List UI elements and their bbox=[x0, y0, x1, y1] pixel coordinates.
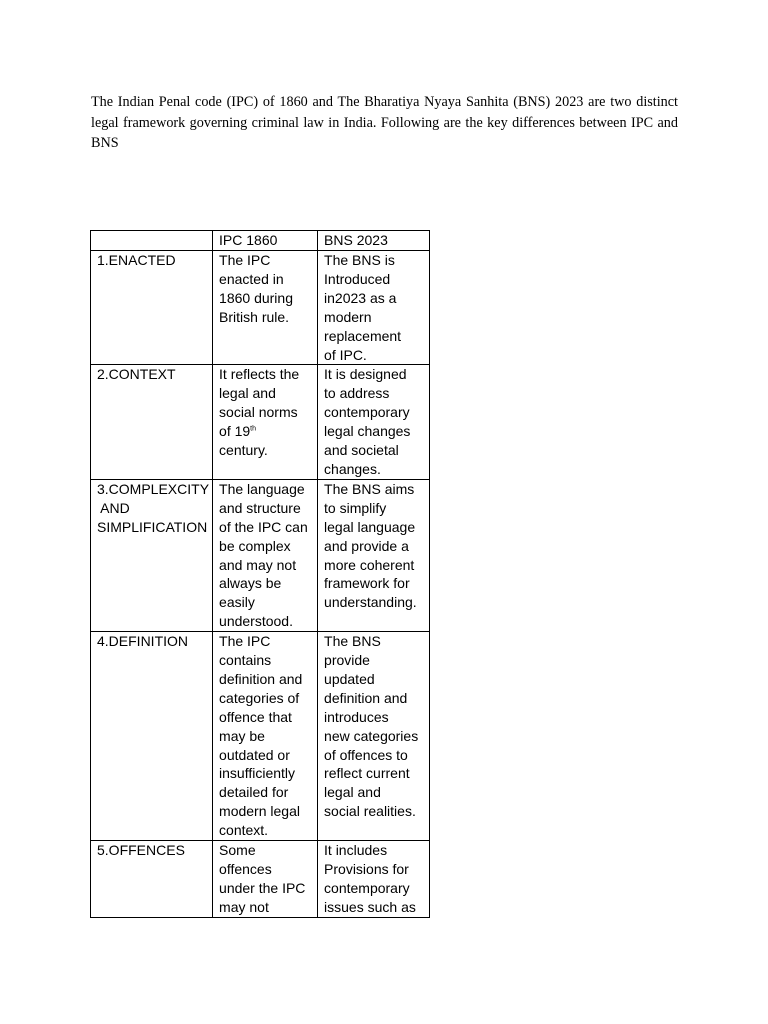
cell-line: legal and bbox=[324, 784, 381, 801]
cell-line: in2023 as a bbox=[324, 289, 397, 306]
table-row-context bbox=[91, 365, 430, 479]
row-label: 3.COMPLEXCITY bbox=[97, 480, 210, 497]
cell-line: changes. bbox=[324, 460, 381, 477]
row-label: 1.ENACTED bbox=[97, 252, 176, 268]
cell-line: categories of bbox=[219, 689, 300, 706]
cell-line: more coherent bbox=[324, 556, 415, 573]
cell-line: The BNS aims bbox=[324, 480, 415, 497]
cell-line bbox=[219, 422, 314, 441]
cell-line: outdated or bbox=[219, 746, 290, 763]
cell-line: easily bbox=[219, 594, 255, 611]
cell-line: legal changes bbox=[324, 423, 411, 440]
cell-line: under the IPC bbox=[219, 879, 306, 896]
cell-line: understanding. bbox=[324, 594, 417, 611]
table-header-row bbox=[91, 231, 430, 251]
cell-line: to address bbox=[324, 385, 390, 402]
cell-line: issues such as bbox=[324, 898, 416, 915]
row-label-cell bbox=[91, 251, 213, 365]
cell-line: of offences to bbox=[324, 746, 408, 763]
cell-line: The IPC bbox=[219, 252, 271, 268]
cell-line: reflect current bbox=[324, 765, 410, 782]
ipc-cell bbox=[213, 251, 318, 365]
cell-line: framework for bbox=[324, 575, 410, 592]
cell-line: century. bbox=[219, 442, 268, 459]
bns-cell bbox=[318, 251, 430, 365]
cell-line: always be bbox=[219, 575, 282, 592]
cell-line: understood. bbox=[219, 613, 293, 630]
bns-cell bbox=[318, 479, 430, 631]
cell-line: The BNS bbox=[324, 633, 381, 650]
table-row-offences bbox=[91, 841, 430, 918]
row-label-cell bbox=[91, 841, 213, 918]
cell-line: of the IPC can bbox=[219, 518, 308, 535]
cell-line: enacted in bbox=[219, 270, 284, 287]
table-row-definition bbox=[91, 632, 430, 841]
cell-line: updated bbox=[324, 670, 375, 687]
header-cell-empty bbox=[91, 231, 213, 251]
row-label: AND bbox=[97, 499, 130, 516]
ipc-cell bbox=[213, 365, 318, 479]
cell-text: of 19 bbox=[219, 423, 251, 440]
cell-line: Provisions for bbox=[324, 861, 409, 877]
cell-line: The IPC bbox=[219, 633, 271, 650]
row-label: SIMPLIFICATION bbox=[97, 518, 208, 535]
row-label: 4.DEFINITION bbox=[97, 633, 189, 650]
cell-line: and provide a bbox=[324, 537, 409, 554]
row-label: 2.CONTEXT bbox=[97, 366, 176, 383]
row-label-cell bbox=[91, 479, 213, 631]
ipc-cell bbox=[213, 632, 318, 841]
cell-line: contains bbox=[219, 652, 272, 669]
bns-cell bbox=[318, 365, 430, 479]
cell-line: It is designed bbox=[324, 366, 407, 383]
cell-line: replacement bbox=[324, 327, 402, 344]
cell-line: provide bbox=[324, 652, 370, 669]
cell-line: to simplify bbox=[324, 499, 387, 516]
comparison-table bbox=[90, 230, 430, 918]
cell-line: of IPC. bbox=[324, 346, 367, 363]
cell-line: definition and bbox=[219, 670, 303, 687]
intro-paragraph: The Indian Penal code (IPC) of 1860 and The Bharatiya Nyaya Sanhita (BNS) 2023 are two distinct legal framework governing criminal law in India. Following are the key differences between IPC and BNS bbox=[91, 94, 678, 151]
bns-cell bbox=[318, 841, 430, 918]
cell-line: It reflects the bbox=[219, 366, 300, 383]
cell-line: legal and bbox=[219, 385, 276, 402]
cell-line: legal language bbox=[324, 518, 416, 535]
cell-line: and may not bbox=[219, 556, 297, 573]
cell-line: The BNS is bbox=[324, 252, 395, 268]
cell-line: Some bbox=[219, 842, 256, 859]
ipc-cell bbox=[213, 841, 318, 918]
cell-line: may not bbox=[219, 898, 269, 915]
cell-line: British rule. bbox=[219, 308, 290, 325]
row-label-cell bbox=[91, 632, 213, 841]
cell-line: new categories bbox=[324, 727, 419, 744]
cell-line: contemporary bbox=[324, 404, 410, 421]
cell-line: and structure bbox=[219, 499, 301, 516]
cell-line: modern bbox=[324, 308, 372, 325]
header-cell-bns: BNS 2023 bbox=[318, 231, 430, 251]
cell-line: context. bbox=[219, 822, 269, 839]
cell-line: definition and bbox=[324, 689, 408, 706]
superscript-th: th bbox=[250, 425, 257, 433]
cell-line: detailed for bbox=[219, 784, 289, 801]
cell-line: and societal bbox=[324, 442, 399, 459]
cell-line: contemporary bbox=[324, 879, 410, 896]
cell-line: insufficiently bbox=[219, 765, 296, 782]
bns-cell bbox=[318, 632, 430, 841]
cell-line: offences bbox=[219, 861, 272, 877]
row-label: 5.OFFENCES bbox=[97, 842, 185, 859]
cell-line: modern legal bbox=[219, 803, 300, 820]
cell-line: Introduced bbox=[324, 270, 391, 287]
cell-line: introduces bbox=[324, 708, 389, 725]
cell-line: social norms bbox=[219, 404, 298, 421]
cell-line: It includes bbox=[324, 842, 388, 859]
ipc-cell bbox=[213, 479, 318, 631]
cell-line: may be bbox=[219, 727, 265, 744]
row-label-cell bbox=[91, 365, 213, 479]
cell-line: be complex bbox=[219, 537, 291, 554]
cell-line: offence that bbox=[219, 708, 292, 725]
table-row-enacted bbox=[91, 251, 430, 365]
cell-line: 1860 during bbox=[219, 289, 293, 306]
cell-line: social realities. bbox=[324, 803, 416, 820]
cell-line: The language bbox=[219, 480, 305, 497]
header-cell-ipc: IPC 1860 bbox=[213, 231, 318, 251]
table-row-complexity bbox=[91, 479, 430, 631]
